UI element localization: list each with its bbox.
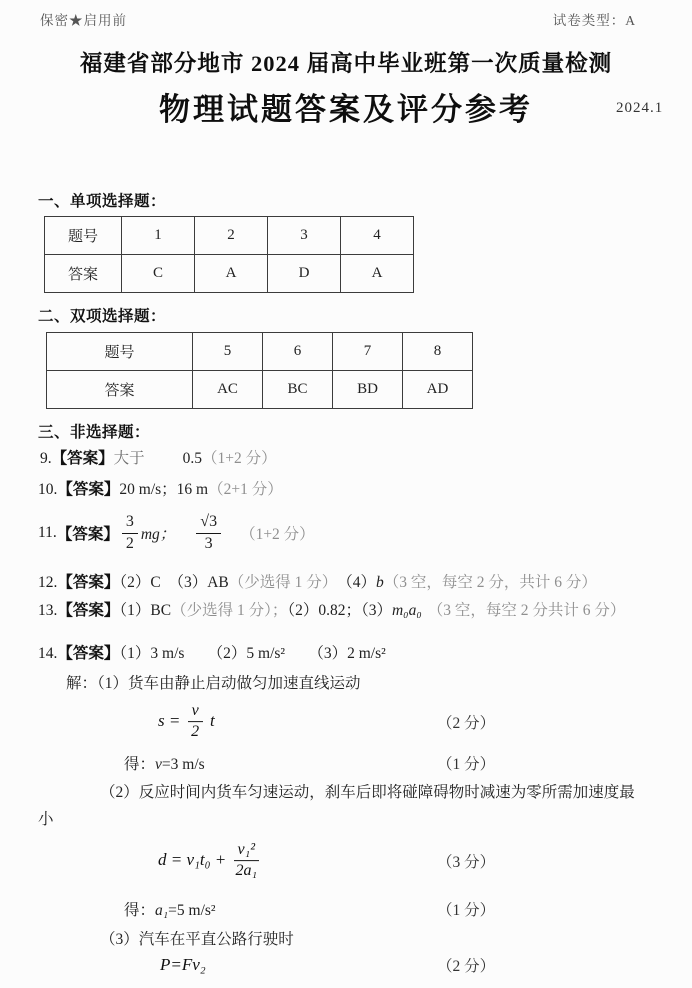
result-variable: a₁: [155, 902, 169, 919]
exam-title: 福建省部分地市 2024 届高中毕业班第一次质量检测: [79, 51, 613, 76]
formula-lhs: d = v₁t₀ +: [158, 849, 227, 869]
answer-text: mg；: [140, 526, 176, 543]
question-number: 12.: [38, 574, 58, 591]
section-single-choice-heading: 一、单项选择题：: [38, 193, 167, 210]
table-cell: AC: [193, 371, 263, 409]
paper-type-label: 试卷类型：A: [552, 13, 636, 28]
answer-label: 【答案】: [57, 645, 120, 662]
fraction-denominator: 2a₁: [235, 862, 258, 880]
result-value: =3 m/s: [161, 756, 205, 773]
answer-key-title: 物理试题答案及评分参考: [159, 92, 533, 127]
table-cell: BC: [263, 371, 333, 409]
result-label: 得：: [124, 902, 156, 919]
score-note: （1 分）: [437, 902, 496, 919]
table-cell: 1: [122, 217, 195, 255]
solution-step: 解：（1）货车由静止启动做匀加速直线运动: [66, 675, 361, 692]
answer-text: （2）C （3）AB: [119, 574, 229, 591]
score-note: （2 分）: [437, 715, 496, 732]
result-variable: v: [155, 756, 162, 773]
single-choice-table: [44, 216, 414, 293]
question-number: 9.: [40, 450, 52, 467]
question-14-answer: [38, 641, 386, 663]
fraction: [188, 702, 203, 742]
fraction: [122, 513, 138, 553]
answer-variable: b: [376, 574, 384, 591]
fraction-denominator: 2: [125, 534, 134, 552]
table-cell: 4: [341, 217, 414, 255]
answer-text: （1）BC: [119, 602, 172, 619]
score-note: （3 空，每空 2 分共计 6 分）: [427, 602, 626, 619]
score-note: （2+1 分）: [208, 481, 283, 498]
answer-text: （2）0.82；（3）: [287, 602, 392, 619]
table-cell: BD: [333, 371, 403, 409]
solution-step: （2）反应时间内货车匀速运动，刹车后即将碰障碍物时减速为零所需加速度最: [100, 784, 635, 801]
formula-braking-distance: [158, 841, 262, 881]
solution-step: （3）汽车在平直公路行驶时: [100, 931, 294, 948]
table-row: [45, 255, 414, 293]
fraction-numerator: v₁²: [234, 841, 259, 861]
table-row: [47, 333, 473, 371]
date-label: 2024.1: [616, 100, 664, 116]
table-row: [47, 371, 473, 409]
table-cell: 7: [333, 333, 403, 371]
result-line: [124, 898, 692, 920]
question-10-answer: [38, 477, 283, 499]
double-choice-table: [46, 332, 473, 409]
question-number: 14.: [38, 645, 58, 662]
fraction-numerator: 3: [122, 513, 138, 533]
table-cell: 题号: [45, 217, 122, 255]
table-cell: C: [122, 255, 195, 293]
secrecy-label: 保密★启用前: [40, 13, 127, 28]
answer-label: 【答案】: [57, 602, 120, 619]
table-cell: 3: [268, 217, 341, 255]
question-9-answer: [40, 446, 277, 468]
fraction: [234, 841, 259, 881]
answer-text: （4）: [329, 574, 377, 591]
answer-text: （1）3 m/s （2）5 m/s² （3）2 m/s²: [119, 645, 386, 662]
table-cell: 答案: [47, 371, 193, 409]
score-note: （2 分）: [437, 958, 496, 975]
result-line: [124, 752, 692, 774]
question-number: 13.: [38, 602, 58, 619]
table-cell: 5: [193, 333, 263, 371]
answer-text: 0.5: [182, 450, 203, 467]
question-12-answer: [38, 570, 597, 592]
question-13-answer: [38, 598, 625, 620]
table-cell: 2: [195, 217, 268, 255]
table-cell: A: [341, 255, 414, 293]
table-cell: D: [268, 255, 341, 293]
score-note: （1 分）: [437, 756, 496, 773]
result-value: =5 m/s²: [168, 902, 216, 919]
formula-rhs: t: [209, 710, 215, 730]
fraction-denominator: 3: [204, 534, 213, 552]
table-cell: 题号: [47, 333, 193, 371]
answer-label: 【答案】: [57, 574, 120, 591]
answer-text: 20 m/s；16 m: [119, 481, 209, 498]
table-cell: 答案: [45, 255, 122, 293]
section-free-response-heading: 三、非选择题：: [38, 424, 151, 441]
section-double-choice-heading: 二、双项选择题：: [38, 308, 167, 325]
question-number: 11.: [38, 524, 57, 541]
table-cell: 6: [263, 333, 333, 371]
answer-label: 【答案】: [56, 526, 119, 543]
answer-label: 【答案】: [57, 481, 120, 498]
fraction: [196, 513, 221, 553]
score-note: （1+2 分）: [240, 526, 315, 543]
answer-text: 大于: [113, 450, 145, 467]
result-label: 得：: [124, 756, 156, 773]
question-11-answer: [38, 504, 315, 562]
question-number: 10.: [38, 481, 58, 498]
formula-row: [0, 830, 692, 892]
solution-step-continuation: 小: [38, 811, 54, 828]
formula-row: [0, 950, 692, 980]
table-cell: 8: [403, 333, 473, 371]
formula-lhs: s =: [158, 710, 181, 730]
answer-label: 【答案】: [51, 450, 114, 467]
score-note: （少选得 1 分）；: [171, 602, 288, 619]
table-row: [45, 217, 414, 255]
table-cell: A: [195, 255, 268, 293]
fraction-denominator: 2: [191, 723, 200, 741]
fraction-numerator: √3: [196, 513, 221, 533]
formula-s-equals-v-half-t: [158, 702, 215, 742]
answer-variable: m₀a₀: [391, 602, 422, 619]
score-note: （3 分）: [437, 854, 496, 871]
score-note: （1+2 分）: [202, 450, 277, 467]
score-note: （少选得 1 分）: [228, 574, 330, 591]
fraction-numerator: v: [188, 702, 203, 722]
formula-row: [0, 698, 692, 746]
score-note: （3 空，每空 2 分，共计 6 分）: [383, 574, 597, 591]
formula-power: P=Fv₂: [160, 955, 206, 974]
table-cell: AD: [403, 371, 473, 409]
